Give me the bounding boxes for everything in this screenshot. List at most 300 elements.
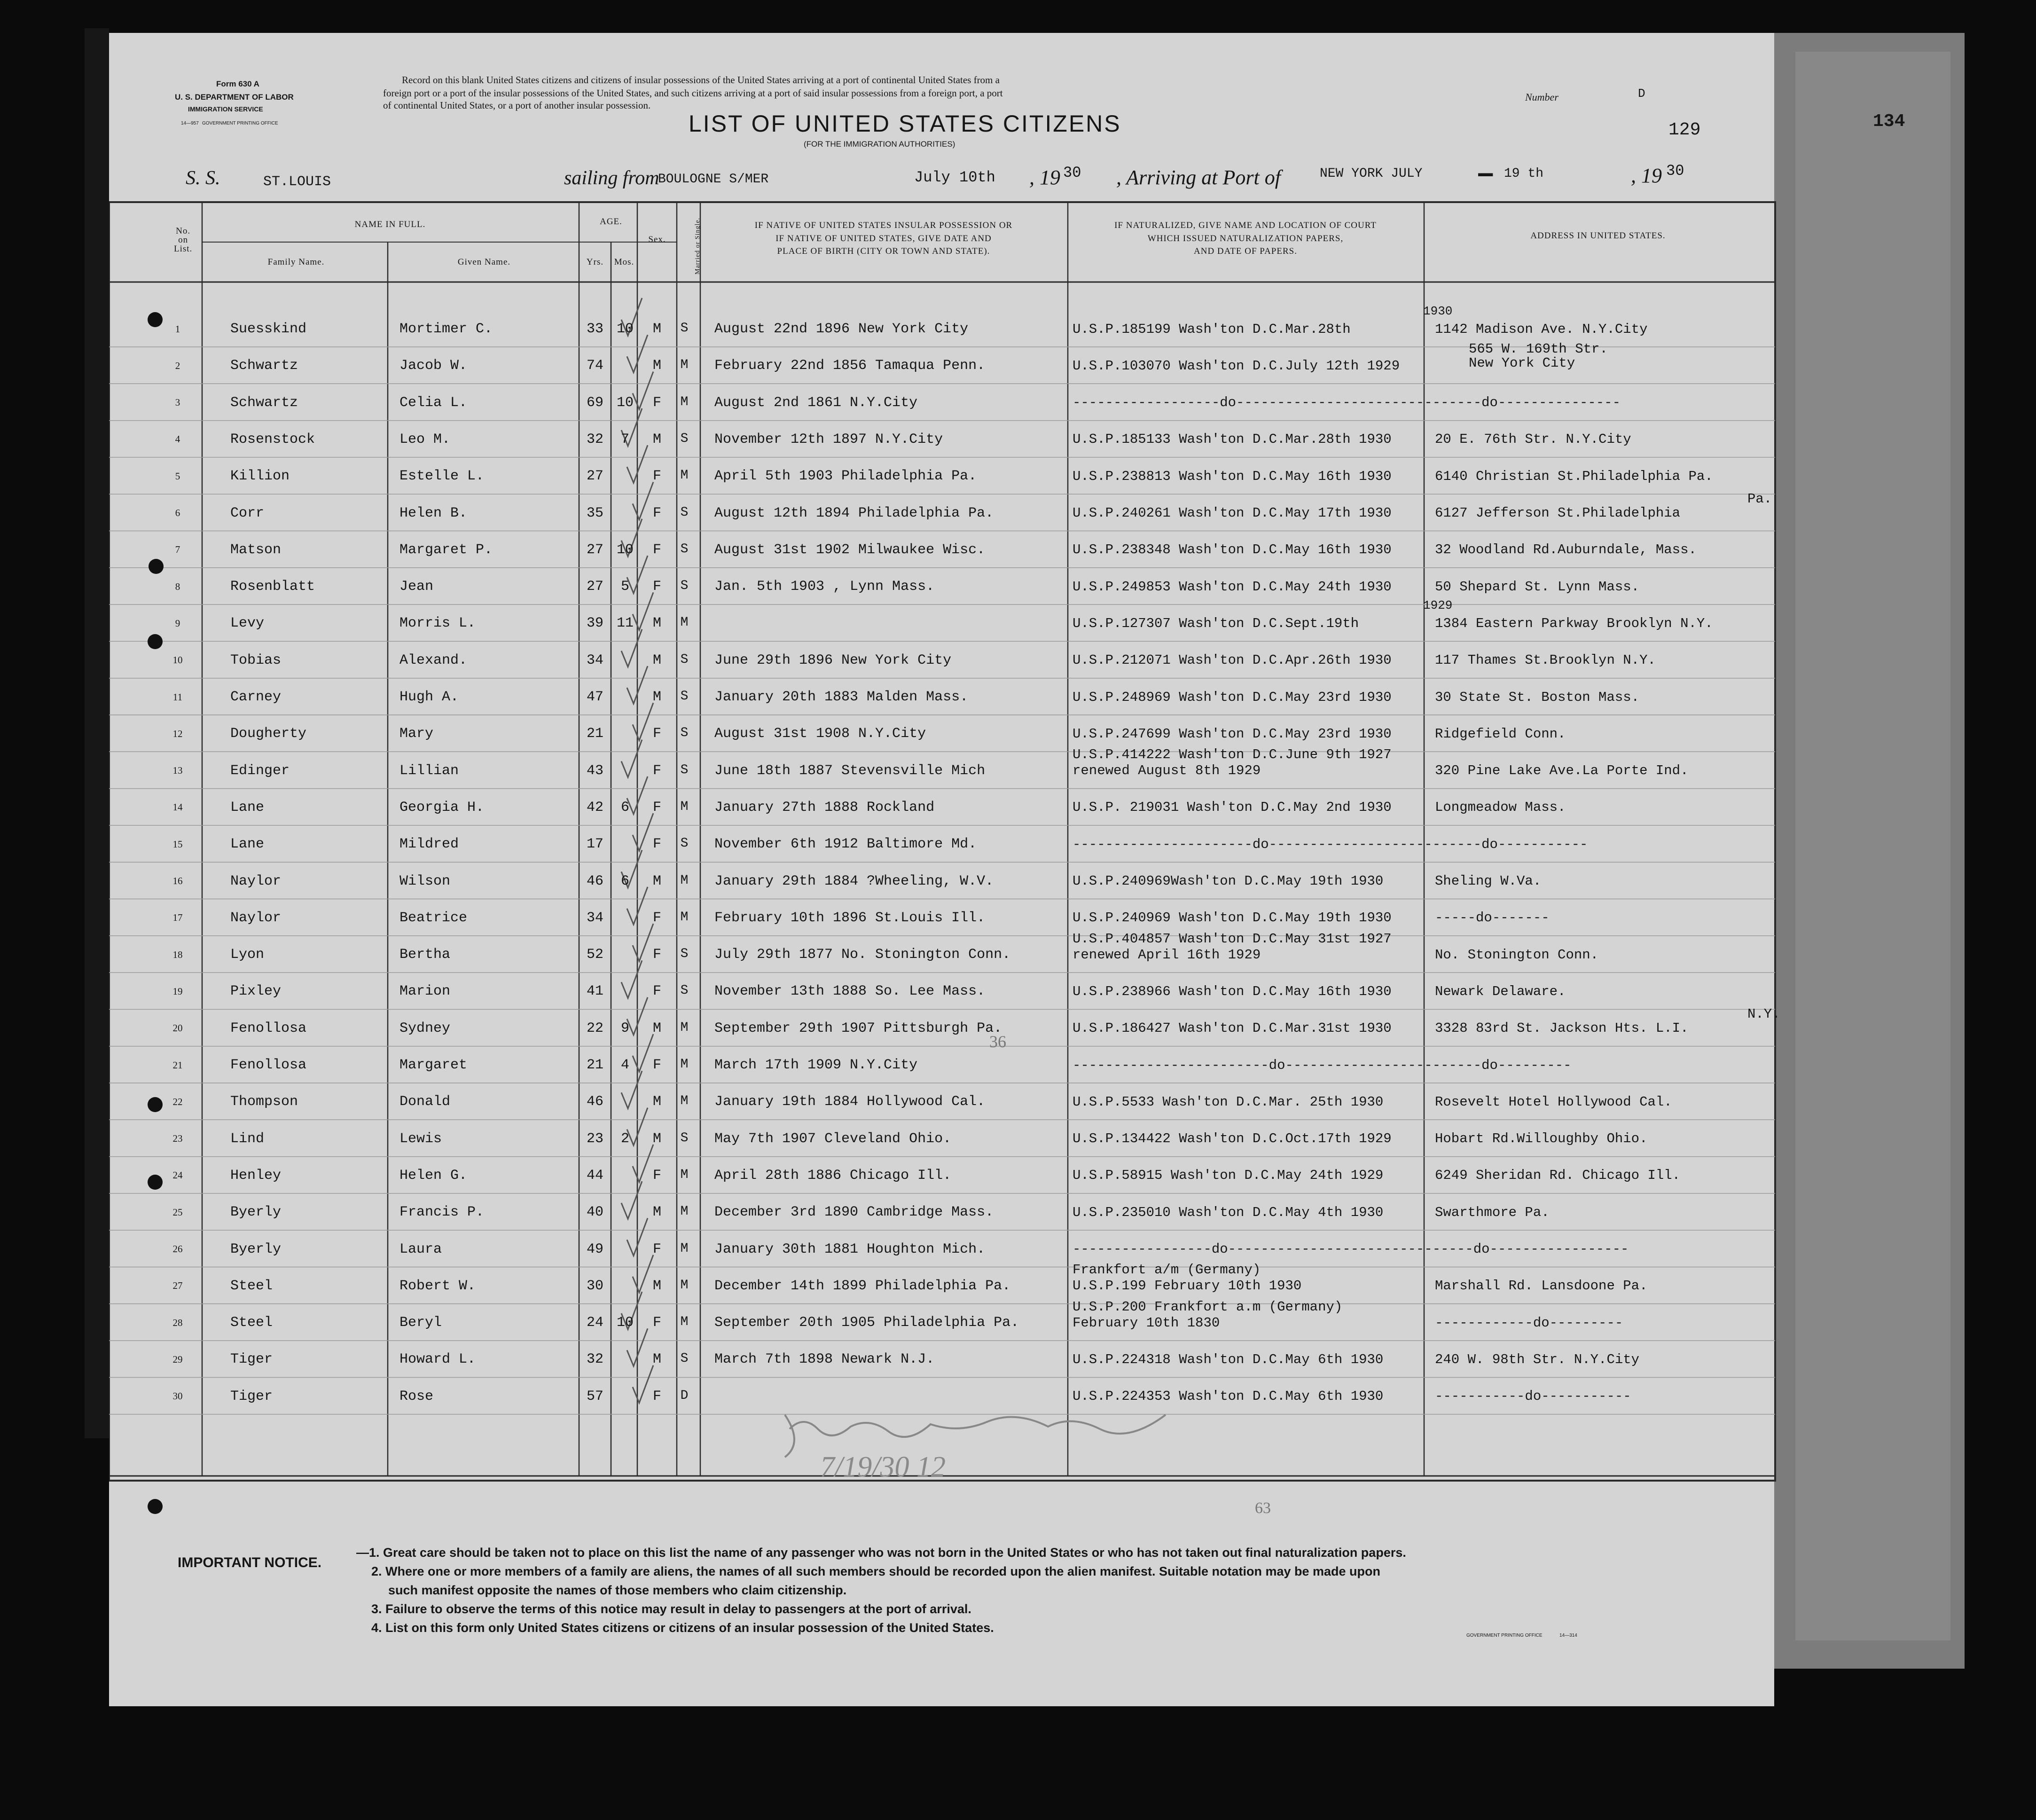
cell-family: Levy (230, 615, 265, 632)
department-name: U. S. DEPARTMENT OF LABOR (175, 93, 294, 102)
cell-birth: September 29th 1907 Pittsburgh Pa. (714, 1020, 1002, 1036)
cell-addr: 1142 Madison Ave. N.Y.City (1435, 321, 1648, 337)
cell-family: Byerly (230, 1204, 282, 1221)
cell-sex: M (652, 1204, 662, 1221)
cell-given: Helen B. (399, 505, 468, 521)
cell-addr: Ridgefield Conn. (1435, 726, 1566, 742)
cell-no: 17 (172, 912, 183, 924)
cell-birth: January 19th 1884 Hollywood Cal. (714, 1094, 986, 1110)
cell-birth: February 22nd 1856 Tamaqua Penn. (714, 358, 986, 374)
cell-ms: D (680, 1388, 689, 1403)
cell-family: Dougherty (230, 726, 307, 742)
cell-ms: M (680, 615, 689, 630)
cell-addr: 32 Woodland Rd.Auburndale, Mass. (1435, 542, 1697, 558)
cell-yrs: 22 (586, 1020, 604, 1036)
cell-nat: U.S.P.127307 Wash'ton D.C.Sept.19th (1073, 615, 1359, 631)
cell-family: Pixley (230, 983, 282, 1000)
cell-ms: M (680, 1094, 689, 1109)
cell-addr: ------------do--------- (1435, 1315, 1623, 1331)
cell-ms: M (680, 1020, 689, 1035)
cell-birth: April 5th 1903 Philadelphia Pa. (714, 468, 977, 485)
cell-given: Jacob W. (399, 358, 468, 374)
cell-family: Fenollosa (230, 1020, 307, 1036)
cell-birth: August 31st 1908 N.Y.City (714, 726, 926, 742)
cell-birth: March 7th 1898 Newark N.J. (714, 1351, 935, 1368)
cell-given: Mortimer C. (399, 321, 493, 337)
cell-ms: S (680, 652, 689, 667)
cell-ms: M (680, 910, 689, 925)
cell-sex: F (652, 1241, 662, 1257)
cell-nat: ------------------------do------------------------do--------- (1073, 1057, 1572, 1073)
cell-yrs: 32 (586, 1351, 604, 1368)
cell-no: 10 (172, 654, 183, 666)
cell-no: 4 (175, 433, 180, 445)
cell-yrs: 34 (586, 652, 604, 668)
cell-ms: S (680, 541, 689, 557)
page-number-stamp: 134 (1873, 111, 1905, 132)
cell-nat: U.S.P.224318 Wash'ton D.C.May 6th 1930 (1073, 1351, 1384, 1367)
cell-nat: U.S.P.247699 Wash'ton D.C.May 23rd 1930 (1073, 726, 1392, 742)
cell-yrs: 40 (586, 1204, 604, 1221)
cell-family: Naylor (230, 873, 282, 889)
cell-yrs: 49 (586, 1241, 604, 1257)
cell-ms: S (680, 762, 689, 777)
cell-given: Beatrice (399, 910, 468, 926)
cell-ms: S (680, 726, 689, 741)
cell-birth: April 28th 1886 Chicago Ill. (714, 1167, 952, 1184)
cell-mos: 6 (620, 873, 630, 889)
cell-addr: -----do------- (1435, 910, 1550, 926)
cell-sex: M (652, 615, 662, 632)
arrival-port: NEW YORK JULY (1320, 166, 1423, 181)
cell-addr: 30 State St. Boston Mass. (1435, 689, 1640, 705)
cell-sex: F (652, 394, 662, 411)
cell-family: Tiger (230, 1388, 273, 1404)
instruction-line-2: foreign port or a port of the insular possessions of the United States, and such citizens arriving at a port of said insular possessions from a foreign port, a port (383, 87, 1003, 99)
page-number: 129 (1668, 120, 1701, 140)
cell-ms: M (680, 394, 689, 409)
cell-family: Tiger (230, 1351, 273, 1368)
cell-nat-sup: 1930 (1423, 304, 1453, 318)
family-name-header: Family Name. (267, 257, 325, 267)
service-name: IMMIGRATION SERVICE (188, 105, 263, 113)
cell-nat: ------------------do------------------------------do--------------- (1073, 395, 1621, 411)
cell-yrs: 44 (586, 1167, 604, 1184)
cell-birth: June 29th 1896 New York City (714, 652, 952, 668)
cell-family: Naylor (230, 910, 282, 926)
cell-given: Celia L. (399, 394, 468, 411)
cell-given: Lillian (399, 762, 459, 779)
cell-addr: 6127 Jefferson St.Philadelphia (1435, 505, 1681, 521)
cell-addr: 20 E. 76th Str. N.Y.City (1435, 431, 1631, 447)
cell-addr: 320 Pine Lake Ave.La Porte Ind. (1435, 763, 1689, 779)
mos-header: Mos. (614, 257, 634, 267)
cell-yrs: 47 (586, 689, 604, 705)
cell-addr: Newark Delaware. (1435, 983, 1566, 999)
cell-no: 14 (172, 801, 183, 813)
cell-family: Edinger (230, 762, 290, 779)
cell-yrs: 69 (586, 394, 604, 411)
cell-sex: M (652, 1020, 662, 1036)
manifest-document: Form 630 A U. S. DEPARTMENT OF LABOR IMMIGRATION SERVICE 14—957 GOVERNMENT PRINTING OFFICE Record on this blank United States citizens and citizens of insular possessions of the United States arriving at a port of continental United States from a foreign port or a port of the insular possessions of the United States, and such citizens arriving at a port of said insular possessions from a foreign port, a port of continental United States, or a port of another insular possession. LIST OF UNITED STATES CITIZENS (FOR THE IMMIGRATION AUTHORITIES) Number D 129 134 S. S. ST.LOUIS sailing from BOULOGNE S/MER July 10th , 19 30 , Arriving at Port of NEW YORK JULY ▬▬ 19 th , 19 30 No. on List. NAME IN FULL. Family Name. Given Name. AGE. Yrs. Mos. Sex. Married or Single. IF NATIVE OF UNITED STATES INSULAR POSSESSION OR IF NATIVE OF UNITED STATES, GIVE DATE AND PLACE OF BIRTH (CITY OR TOWN AND STATE). IF NATURALIZED, GIVE NAME AND LOCATION OF COURT WHICH ISSUED NATURALIZATION PAPERS, AND DATE OF PAPERS. ADDRESS IN UNITED STATES. 1 Suesskind Mortimer C. 33 10 M S August 22nd 1896 New York City U.S.P.185199 Wash'ton D.C.Mar.28th 1142 Madison Ave. N.Y.City 1930 2 Schwartz Jacob W. 74 M M February 22nd 1856 Tamaqua Penn. U.S.P.103070 Wash'ton D.C.July 12th 1929 565 W. 169th Str. New York City 3 Schwartz Celia L. 69 10 F M August 2nd 1861 N.Y.City ------------------do------------------------------do--------------- 4 Rosenstock Leo M. 32 7 M S November 12th 1897 N.Y.City U.S.P.185133 Wash'ton D.C.Mar.28th 1930 20 E. 76th Str. N.Y.City 5 Killion Estelle L. 27 F M April 5th 1903 Philadelphia Pa. U.S.P.238813 Wash'ton D.C.May 16th 1930 6140 Christian St.Philadelphia Pa. 6 Corr Helen B. 35 F S August 12th 1894 Philadelphia Pa. U.S.P.240261 Wash'ton D.C.May 17th 1930 6127 Jefferson St.Philadelphia Pa. 7 Matson Margaret P. 27 10 F S August 31st 1902 Milwaukee Wisc. U.S.P.238348 Wash'ton D.C.May 16th 1930 32 Woodland Rd.Auburndale, Mass. 8 Rosenblatt Jean 27 5 F S Jan. 5th 1903 , Lynn Mass. U.S.P.249853 Wash'ton D.C.May 24th 1930 50 Shepard St. Lynn Mass. 9 Levy Morris L. 39 11 M M U.S.P.127307 Wash'ton D.C.Sept.19th 1384 Eastern Parkway Brooklyn N.Y. 1929 10 Tobias Alexand. 34 M S June 29th 1896 New York City U.S.P.212071 Wash'ton D.C.Apr.26th 1930 117 Thames St.Brooklyn N.Y. 11 Carney Hugh A. 47 M S January 20th 1883 Malden Mass. U.S.P.248969 Wash'ton D.C.May 23rd 1930 30 State St. Boston Mass. 12 Dougherty Mary 21 F S August 31st 1908 N.Y.City U.S.P.247699 Wash'ton D.C.May 23rd 1930 Ridgefield Conn. 13 Edinger Lillian 43 F S June 18th 1887 Stevensville Mich renewed August 8th 1929 320 Pine Lake Ave.La Porte Ind. U.S.P.414222 Wash'ton D.C.June 9th 1927 14 Lane Georgia H. 42 6 F M January 27th 1888 Rockland U.S.P. 219031 Wash'ton D.C.May 2nd 1930 Longmeadow Mass. 15 Lane Mildred 17 F S November 6th 1912 Baltimore Md. ----------------------do--------------------------do----------- 16 Naylor Wilson 46 6 M M January 29th 1884 ?Wheeling, W.V. U.S.P.240969Wash'ton D.C.May 19th 1930 Sheling W.Va. 17 Naylor Beatrice 34 F M February 10th 1896 St.Louis Ill. U.S.P.240969 Wash'ton D.C.May 19th 1930 -----do------- 18 Lyon Bertha 52 F S July 29th 1877 No. Stonington Conn. renewed April 16th 1929 No. Stonington Conn. U.S.P.404857 Wash'ton D.C.May 31st 1927 19 Pixley Marion 41 F S November 13th 1888 So. Lee Mass. U.S.P.238966 Wash'ton D.C.May 16th 1930 Newark Delaware. 20 Fenollosa Sydney 22 9 M M September 29th 1907 Pittsburgh Pa. U.S.P.186427 Wash'ton D.C.Mar.31st 1930 3328 83rd St. Jackson Hts. L.I. N.Y. 21 Fenollosa Margaret 21 4 F M March 17th 1909 N.Y.City ------------------------do------------------------do--------- 22 Thompson Donald 46 M M January 19th 1884 Hollywood Cal. U.S.P.5533 Wash'ton D.C.Mar. 25th 1930 Rosevelt Hotel Hollywood Cal. 23 Lind Lewis 23 2 M S May 7th 1907 Cleveland Ohio. U.S.P.134422 Wash'ton D.C.Oct.17th 1929 Hobart Rd.Willoughby Ohio. 24 Henley Helen G. 44 F M April 28th 1886 Chicago Ill. U.S.P.58915 Wash'ton D.C.May 24th 1929 6249 Sheridan Rd. Chicago Ill. 25 Byerly Francis P. 40 M M December 3rd 1890 Cambridge Mass. U.S.P.235010 Wash'ton D.C.May 4th 1930 Swarthmore Pa. 26 Byerly Laura 49 F M January 30th 1881 Houghton Mich. -----------------do------------------------------do----------------- 27 Steel Robert W. 30 M M December 14th 1899 Philadelphia Pa. U.S.P.199 February 10th 1930 Marshall Rd. Lansdoone Pa. Frankfort a/m (Germany) 28 Steel Beryl 24 10 F M September 20th 1905 Philadelphia Pa. February 10th 1830 ------------do--------- U.S.P.200 Frankfort a.m (Germany) 29 Tiger Howard L. 32 M S March 7th 1898 Newark N.J. U.S.P.224318 Wash'ton D.C.May 6th 1930 240 W. 98th Str. N.Y.City 30 Tiger Rose 57 F D U.S.P.224353 Wash'ton D.C.May 6th 1930 -----------do----------- 36 63 7/19/30 12 IMPORTANT NOTICE. —1. Great care should be taken not to place on this list the name of any passenger who was not born in the United States or who has not taken out final naturalization papers. 2. Where one or more members of a family are aliens, the names of all such members should be recorded upon the alien manifest. Suitable notation may be made upon such manifest opposite the names of those members who claim citizenship. 3. Failure to observe the terms of this notice may result in delay to passengers at the port of arrival. 4. List on this form only United States citizens or citizens of an insular possession of the United States. GOVERNMENT PRINTING OFFICE 14—314 (0, 0, 2036, 1820)
cell-birth: November 6th 1912 Baltimore Md. (714, 836, 977, 853)
cell-nat-pre: U.S.P.414222 Wash'ton D.C.June 9th 1927 (1073, 747, 1392, 763)
cell-family: Lyon (230, 947, 265, 963)
col-no-header: No. on List. (174, 226, 193, 254)
departure-port: BOULOGNE S/MER (658, 172, 769, 187)
arrival-year-prefix: , 19 (1631, 164, 1662, 187)
cell-family: Corr (230, 505, 265, 521)
cell-nat: U.S.P.240261 Wash'ton D.C.May 17th 1930 (1073, 505, 1392, 521)
cell-family: Carney (230, 689, 282, 705)
cell-family: Killion (230, 468, 290, 485)
cell-given: Laura (399, 1241, 442, 1257)
printer-office: GOVERNMENT PRINTING OFFICE (202, 121, 278, 126)
cell-birth: May 7th 1907 Cleveland Ohio. (714, 1130, 952, 1147)
cell-given: Wilson (399, 873, 451, 889)
form-title: LIST OF UNITED STATES CITIZENS (689, 110, 1121, 137)
cell-yrs: 46 (586, 873, 604, 889)
departure-year: 30 (1063, 164, 1081, 181)
cell-nat: U.S.P.248969 Wash'ton D.C.May 23rd 1930 (1073, 689, 1392, 705)
cell-no: 27 (172, 1280, 183, 1292)
cell-yrs: 32 (586, 431, 604, 447)
cell-no: 19 (172, 985, 183, 997)
cell-nat: U.S.P. 219031 Wash'ton D.C.May 2nd 1930 (1073, 800, 1392, 816)
cell-sex: F (652, 983, 662, 1000)
cell-birth: March 17th 1909 N.Y.City (714, 1057, 918, 1073)
cell-addr: 240 W. 98th Str. N.Y.City (1435, 1351, 1640, 1367)
cell-mos: 11 (616, 615, 634, 632)
cell-addr: Hobart Rd.Willoughby Ohio. (1435, 1131, 1648, 1147)
cell-sex: M (652, 1278, 662, 1294)
cell-sex: F (652, 1167, 662, 1184)
cell-sex: F (652, 910, 662, 926)
arrival-year: 30 (1666, 162, 1684, 180)
number-value: D (1638, 86, 1645, 101)
cell-family: Matson (230, 541, 282, 558)
cell-nat-pre: U.S.P.200 Frankfort a.m (Germany) (1073, 1299, 1343, 1315)
cell-ms: S (680, 947, 689, 962)
cell-no: 28 (172, 1317, 183, 1328)
cell-ms: S (680, 689, 689, 704)
cell-no: 16 (172, 875, 183, 886)
cell-ms: M (680, 1167, 689, 1182)
cell-family: Steel (230, 1278, 273, 1294)
cell-given: Bertha (399, 947, 451, 963)
cell-birth: August 12th 1894 Philadelphia Pa. (714, 505, 994, 521)
cell-family: Steel (230, 1315, 273, 1331)
cell-sex: F (652, 947, 662, 963)
notice-item-3: 3. Failure to observe the terms of this notice may result in delay to passengers at the port of arrival. (371, 1602, 971, 1616)
cell-given: Howard L. (399, 1351, 476, 1368)
cell-family: Schwartz (230, 358, 298, 374)
cell-no: 5 (175, 470, 180, 482)
instruction-line-3: of continental United States, or a port of another insular possession. (383, 100, 651, 111)
ship-name: ST.LOUIS (263, 174, 331, 190)
cell-sex: F (652, 505, 662, 521)
cell-nat: renewed April 16th 1929 (1073, 947, 1261, 963)
cell-nat: U.S.P.235010 Wash'ton D.C.May 4th 1930 (1073, 1204, 1384, 1220)
cell-given: Rose (399, 1388, 434, 1404)
cell-mos: 10 (616, 394, 634, 411)
arrival-day: 19 th (1504, 166, 1544, 181)
cell-no: 13 (172, 765, 183, 777)
cell-given: Georgia H. (399, 799, 485, 816)
cell-given: Marion (399, 983, 451, 1000)
cell-family: Thompson (230, 1094, 298, 1110)
cell-ms: M (680, 873, 689, 888)
cell-yrs: 21 (586, 1057, 604, 1073)
cell-given: Hugh A. (399, 689, 459, 705)
cell-family: Schwartz (230, 394, 298, 411)
cell-yrs: 46 (586, 1094, 604, 1110)
ss-label: S. S. (186, 167, 220, 189)
cell-birth: August 31st 1902 Milwaukee Wisc. (714, 541, 986, 558)
cell-no: 29 (172, 1353, 183, 1365)
cell-addr: Longmeadow Mass. (1435, 800, 1566, 816)
cell-given: Jean (399, 579, 434, 595)
yrs-header: Yrs. (586, 257, 604, 267)
cell-ms: S (680, 321, 689, 336)
cell-mos: 2 (620, 1130, 630, 1147)
cell-given: Mildred (399, 836, 459, 853)
cell-sex: M (652, 358, 662, 374)
cell-addr: 6140 Christian St.Philadelphia Pa. (1435, 468, 1713, 484)
footer-code: 14—314 (1559, 1633, 1577, 1638)
cell-given: Estelle L. (399, 468, 485, 485)
cell-nat: -----------------do------------------------------do----------------- (1073, 1241, 1629, 1257)
cell-yrs: 24 (586, 1315, 604, 1331)
cell-nat: U.S.P.240969 Wash'ton D.C.May 19th 1930 (1073, 910, 1392, 926)
sex-header: Sex. (648, 235, 666, 244)
cell-ms: M (680, 1204, 689, 1219)
cell-ms: S (680, 983, 689, 998)
cell-ms: S (680, 1130, 689, 1145)
cell-nat: February 10th 1830 (1073, 1315, 1220, 1331)
notice-item-2b: such manifest opposite the names of those members who claim citizenship. (388, 1583, 847, 1597)
cell-yrs: 33 (586, 321, 604, 337)
cell-birth: January 27th 1888 Rockland (714, 799, 935, 816)
cell-birth: January 30th 1881 Houghton Mich. (714, 1241, 986, 1257)
cell-birth: November 12th 1897 N.Y.City (714, 431, 943, 447)
cell-addr: 565 W. 169th Str. (1469, 341, 1608, 357)
cell-addr: No. Stonington Conn. (1435, 947, 1599, 963)
cell-nat-pre: U.S.P.404857 Wash'ton D.C.May 31st 1927 (1073, 931, 1392, 947)
cell-addr-sup: N.Y. (1747, 1006, 1780, 1022)
cell-no: 2 (175, 360, 180, 371)
cell-addr: 6249 Sheridan Rd. Chicago Ill. (1435, 1168, 1681, 1184)
cell-given: Francis P. (399, 1204, 485, 1221)
cell-addr: -----------do----------- (1435, 1389, 1631, 1404)
cell-no: 23 (172, 1133, 183, 1145)
cell-yrs: 21 (586, 726, 604, 742)
cell-sex: M (652, 1094, 662, 1110)
cell-mos: 5 (620, 579, 630, 595)
form-subtitle: (FOR THE IMMIGRATION AUTHORITIES) (804, 140, 955, 149)
given-name-header: Given Name. (457, 257, 511, 267)
cell-no: 22 (172, 1096, 183, 1107)
sailing-label: sailing from (564, 167, 659, 189)
cell-birth: November 13th 1888 So. Lee Mass. (714, 983, 986, 1000)
arriving-label: , Arriving at Port of (1116, 166, 1281, 189)
cell-birth: September 20th 1905 Philadelphia Pa. (714, 1315, 1019, 1331)
cell-no: 7 (175, 544, 180, 556)
cell-given: Lewis (399, 1130, 442, 1147)
cell-no: 1 (175, 323, 180, 335)
cell-family: Lane (230, 836, 265, 853)
cell-given: Morris L. (399, 615, 476, 632)
cell-nat: U.S.P.224353 Wash'ton D.C.May 6th 1930 (1073, 1389, 1384, 1404)
cell-nat: U.S.P.186427 Wash'ton D.C.Mar.31st 1930 (1073, 1020, 1392, 1036)
cell-given: Margaret (399, 1057, 468, 1073)
cell-yrs: 30 (586, 1278, 604, 1294)
cell-ms: S (680, 431, 689, 446)
cell-nat: U.S.P.238966 Wash'ton D.C.May 16th 1930 (1073, 983, 1392, 999)
cell-sex: F (652, 579, 662, 595)
cell-ms: M (680, 468, 689, 483)
cell-birth: August 2nd 1861 N.Y.City (714, 394, 918, 411)
printer-code: 14—957 (181, 121, 199, 126)
form-id: Form 630 A (216, 79, 259, 88)
cell-birth: January 20th 1883 Malden Mass. (714, 689, 969, 705)
cell-sex: M (652, 321, 662, 337)
cell-nat: U.S.P.238348 Wash'ton D.C.May 16th 1930 (1073, 542, 1392, 558)
cell-addr: Rosevelt Hotel Hollywood Cal. (1435, 1094, 1672, 1110)
cell-given: Beryl (399, 1315, 442, 1331)
inspection-date-stamp: 7/19/30 12 (820, 1451, 946, 1483)
cell-nat: U.S.P.103070 Wash'ton D.C.July 12th 1929 (1073, 358, 1400, 374)
naturalization-header: IF NATURALIZED, GIVE NAME AND LOCATION OF COURT WHICH ISSUED NATURALIZATION PAPERS, AND DATE OF PAPERS. (1114, 220, 1377, 257)
cell-no: 24 (172, 1169, 183, 1181)
cell-mos: 9 (620, 1020, 630, 1036)
cell-given: Mary (399, 726, 434, 742)
cell-birth: December 3rd 1890 Cambridge Mass. (714, 1204, 994, 1221)
cell-family: Tobias (230, 652, 282, 668)
cell-nat: U.S.P.240969Wash'ton D.C.May 19th 1930 (1073, 873, 1384, 889)
cell-sex: F (652, 1315, 662, 1331)
cell-addr2: New York City (1469, 355, 1575, 371)
cell-mos: 7 (620, 431, 630, 447)
cell-nat-sup: 1929 (1423, 598, 1453, 613)
cell-sex: M (652, 1130, 662, 1147)
pencil-note-36: 36 (989, 1032, 1006, 1051)
cell-addr: Swarthmore Pa. (1435, 1204, 1550, 1220)
cell-yrs: 23 (586, 1130, 604, 1147)
cell-birth: August 22nd 1896 New York City (714, 321, 969, 337)
cell-yrs: 42 (586, 799, 604, 816)
cell-sex: F (652, 1057, 662, 1073)
cell-yrs: 43 (586, 762, 604, 779)
cell-family: Rosenstock (230, 431, 315, 447)
cell-addr: 117 Thames St.Brooklyn N.Y. (1435, 652, 1656, 668)
cell-no: 18 (172, 949, 183, 960)
cell-no: 8 (175, 581, 180, 592)
cell-family: Fenollosa (230, 1057, 307, 1073)
instruction-line-1: Record on this blank United States citizens and citizens of insular possessions of the United States arriving at a port of continental United States from a (402, 74, 1000, 86)
notice-item-4: 4. List on this form only United States citizens or citizens of an insular possession of the United States. (371, 1621, 994, 1635)
cell-given: Helen G. (399, 1167, 468, 1184)
cell-sex: M (652, 873, 662, 889)
age-header: AGE. (600, 217, 622, 227)
cell-birth: Jan. 5th 1903 , Lynn Mass. (714, 579, 935, 595)
cell-ms: M (680, 1057, 689, 1072)
cell-ms: M (680, 1241, 689, 1256)
cell-yrs: 39 (586, 615, 604, 632)
pencil-note-63: 63 (1255, 1499, 1271, 1517)
name-in-full-header: NAME IN FULL. (354, 220, 426, 229)
cell-birth: December 14th 1899 Philadelphia Pa. (714, 1278, 1011, 1294)
cell-yrs: 41 (586, 983, 604, 1000)
cell-no: 26 (172, 1243, 183, 1255)
cell-nat: U.S.P.238813 Wash'ton D.C.May 16th 1930 (1073, 468, 1392, 484)
cell-yrs: 27 (586, 468, 604, 485)
notice-label: IMPORTANT NOTICE. (178, 1555, 322, 1570)
notice-item-2a: 2. Where one or more members of a family are aliens, the names of all such members should be recorded upon the alien manifest. Suitable notation may be made upon (371, 1564, 1381, 1578)
cell-no: 15 (172, 838, 183, 850)
cell-nat-pre: Frankfort a/m (Germany) (1073, 1262, 1261, 1278)
cell-yrs: 52 (586, 947, 604, 963)
cell-ms: M (680, 358, 689, 373)
cell-sex: F (652, 836, 662, 853)
departure-year-prefix: , 19 (1029, 166, 1060, 189)
cell-nat: U.S.P.185199 Wash'ton D.C.Mar.28th (1073, 321, 1351, 337)
cell-yrs: 27 (586, 541, 604, 558)
cell-sex: F (652, 468, 662, 485)
cell-ms: S (680, 836, 689, 851)
cell-mos: 4 (620, 1057, 630, 1073)
cell-no: 6 (175, 507, 180, 518)
cell-nat: U.S.P.58915 Wash'ton D.C.May 24th 1929 (1073, 1168, 1384, 1184)
cell-birth: February 10th 1896 St.Louis Ill. (714, 910, 986, 926)
address-header: ADDRESS IN UNITED STATES. (1530, 231, 1666, 241)
departure-date: July 10th (914, 169, 995, 186)
cell-sex: M (652, 652, 662, 668)
cell-nat: U.S.P.249853 Wash'ton D.C.May 24th 1930 (1073, 579, 1392, 595)
cell-no: 11 (172, 691, 183, 703)
notice-item-1: —1. Great care should be taken not to place on this list the name of any passenger who was not born in the United States or who has not taken out final naturalization papers. (356, 1545, 1406, 1560)
cell-sex: M (652, 431, 662, 447)
cell-family: Rosenblatt (230, 579, 315, 595)
cell-given: Donald (399, 1094, 451, 1110)
cell-nat: U.S.P.199 February 10th 1930 (1073, 1278, 1302, 1294)
cell-addr: 50 Shepard St. Lynn Mass. (1435, 579, 1640, 595)
cell-ms: M (680, 1315, 689, 1330)
married-single-header: Married or Single. (694, 217, 701, 275)
cell-addr: 1384 Eastern Parkway Brooklyn N.Y. (1435, 615, 1713, 631)
cell-given: Sydney (399, 1020, 451, 1036)
cell-nat: U.S.P.5533 Wash'ton D.C.Mar. 25th 1930 (1073, 1094, 1384, 1110)
cell-family: Henley (230, 1167, 282, 1184)
cell-addr-sup: Pa. (1747, 491, 1772, 507)
cell-family: Lind (230, 1130, 265, 1147)
cell-sex: F (652, 762, 662, 779)
cell-ms: M (680, 799, 689, 814)
cell-yrs: 17 (586, 836, 604, 853)
cell-mos: 10 (616, 541, 634, 558)
cell-sex: F (652, 541, 662, 558)
cell-no: 21 (172, 1059, 183, 1071)
cell-yrs: 35 (586, 505, 604, 521)
cell-no: 30 (172, 1390, 183, 1402)
cell-no: 25 (172, 1206, 183, 1218)
cell-mos: 10 (616, 321, 634, 337)
cell-nat: U.S.P.212071 Wash'ton D.C.Apr.26th 1930 (1073, 652, 1392, 668)
cell-nat: renewed August 8th 1929 (1073, 763, 1261, 779)
number-label: Number (1525, 91, 1558, 103)
cell-addr: Marshall Rd. Lansdoone Pa. (1435, 1278, 1648, 1294)
birth-header: IF NATIVE OF UNITED STATES INSULAR POSSESSION OR IF NATIVE OF UNITED STATES, GIVE DATE AND PLACE OF BIRTH (CITY OR TOWN AND STATE). (754, 220, 1013, 257)
